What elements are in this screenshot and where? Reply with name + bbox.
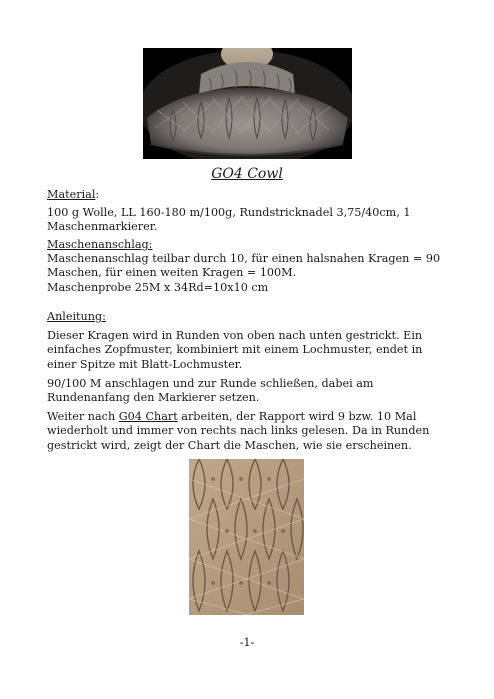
cast-on-section [47, 238, 447, 295]
instructions-section [47, 310, 447, 453]
pattern-title: GO4 Cowl [211, 166, 283, 182]
instructions-paragraph-2: 90/100 M anschlagen und zur Runde schließen, dabei am Rundenanfang den Markierer setzen. [47, 376, 374, 405]
instructions-heading: Anleitung: [47, 310, 106, 323]
instructions-paragraph-3: Weiter nach G04 Chart arbeiten, der Rapport wird 9 bzw. 10 Mal wiederholt und immer von rechts nach links gelesen. Da in Runden gestrickt wird, zeigt der Chart die Maschen, wie sie erscheinen. [47, 410, 430, 452]
instructions-paragraph-1: Dieser Kragen wird in Runden von oben nach unten gestrickt. Ein einfaches Zopfmuster, kombiniert mit einem Lochmuster, endet in einer Spitze mit Blatt-Lochmuster. [47, 329, 423, 371]
gauge-text: Maschenprobe 25M x 34Rd=10x10 cm [47, 280, 269, 294]
material-section [47, 188, 447, 235]
material-text: 100 g Wolle, LL 160-180 m/100g, Rundstricknadel 3,75/40cm, 1 Maschenmarkierer. [47, 206, 411, 234]
cast-on-heading: Maschenanschlag: [47, 238, 153, 251]
lace-closeup-photo [189, 459, 304, 615]
material-heading: Material: [47, 188, 100, 201]
cast-on-text: Maschenanschlag teilbar durch 10, für einen halsnahen Kragen = 90 Maschen, für einen weiten Kragen = 100M. [47, 252, 441, 280]
cowl-photo [143, 48, 352, 159]
chart-link[interactable]: G04 Chart [118, 410, 178, 424]
page-number: -1- [239, 636, 255, 649]
